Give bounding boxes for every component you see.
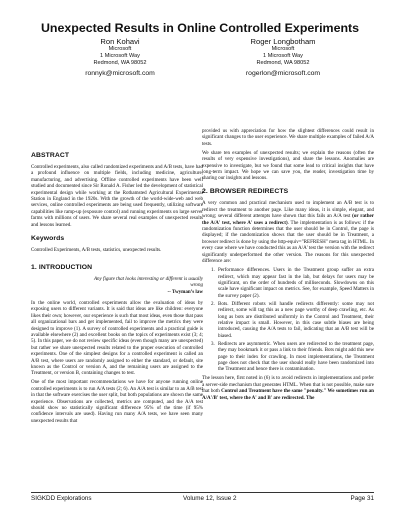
- author-address-line2: Redmond, WA 98052: [93, 60, 147, 66]
- keywords-text: Controlled Experiments, A/B tests, statistics, unexpected results.: [31, 246, 162, 253]
- intro-continuation: provided us with appreciation for how the slightest differences could result in significant changes to the user experience. We share multiple examples of failed A/A tests.: [202, 128, 374, 147]
- intro-paragraph: One of the most important recommendations we have for anyone running online controlled experiments is to run A/A tests (2; 6). An A/A test is similar to an A/B test in that the software exercises the user split, but both populations are shown the same experience. Observations are collected, metrics are computed, and the A/A test should show no statistically significant difference 95% of the time (if 95% confidence intervals are used). Having run many A/A tests, we have seen many unexpected results that: [31, 379, 203, 424]
- author-address-line1: 1 Microsoft Way: [100, 53, 140, 59]
- footer-volume: Volume 12, Issue 2: [183, 495, 237, 502]
- redirects-lesson-paragraph: [202, 375, 374, 401]
- author-address-line1: 1 Microsoft Way: [263, 53, 303, 59]
- left-column: [31, 152, 203, 427]
- author-name: Ron Kohavi: [100, 37, 140, 46]
- author-affiliation: Microsoft: [108, 46, 132, 52]
- list-item: 2. Bots. Different robots will handle redirects differently: some may not redirect, some will tag this as a new page worthy of deep crawling, etc. As long as bots are distributed uniformly in the Control and Treatment, their relative impact is small. However, in this case subtle biases are being introduced, causing the A/A tests to fail, indicating that an A/B test will be biased.: [216, 301, 374, 339]
- redirects-bold-text: (or rather the A/A' test, where A' uses a redirect): [202, 213, 374, 226]
- author-email[interactable]: ronnyk@microsoft.com: [85, 70, 155, 77]
- author-email[interactable]: rogerlon@microsoft.com: [245, 70, 321, 77]
- page-footer: [31, 492, 374, 503]
- epigraph: Any figure that looks interesting or different is usually wrong: [93, 275, 203, 289]
- redirects-text: . The implementation is as follows: if the randomization function determines that the user should be in Control, the page is displayed; if the randomization shows that the user should be in Treatment, a browser redirect is done by using the http-equiv="REFRESH" meta tag in HTML. In every case where we have conducted this as an A/A' test the version with the redirect significantly underperformed the other version. The reasons for this unexpected difference are:: [202, 219, 374, 265]
- paper-title: Unexpected Results in Online Controlled Experiments: [40, 21, 360, 35]
- author-affiliation: Microsoft: [271, 46, 295, 52]
- author-1: [45, 37, 195, 78]
- author-name: Roger Longbotham: [250, 37, 316, 46]
- epigraph-author: -- Twyman’s law: [167, 289, 203, 296]
- abstract-heading: ABSTRACT: [31, 152, 70, 159]
- browser-redirects-heading: 2. BROWSER REDIRECTS: [202, 188, 289, 196]
- intro-continuation: We share ten examples of unexpected results; we explain the reasons (often the results of very expensive investigations), and share the lessons. Anomalies are expensive to investigate, but we found that some lead to critical insights that have long-term impact. We hope we can save you, the reader, investigation time by sharing our insights and lessons.: [202, 149, 374, 182]
- epigraph-attribution: [31, 289, 203, 295]
- author-2: [208, 37, 358, 78]
- author-address-line2: Redmond, WA 98052: [256, 60, 310, 66]
- redirects-paragraph: [202, 200, 374, 264]
- introduction-heading: 1. INTRODUCTION: [31, 263, 93, 271]
- list-item: 3. Redirects are asymmetric. When users are redirected to the treatment page, they may bookmark it or pass a link to their friends. Bots might add this new page to their index for crawling. In most implementations, the Treatment page does not check that the user should really have been randomized into the Treatment and hence there is contamination.: [216, 341, 374, 373]
- footer-journal: SIGKDD Explorations: [31, 495, 92, 502]
- lesson-text: The lesson here, first noted in (6) is to avoid redirects in implementations and prefer a server-side mechanism that generates HTML. When that is not possible, make sure that both: [202, 375, 374, 395]
- redirects-text: A very common and practical mechanism used to implement an A/B test is to redirect the treatment to another page. Like many ideas, it is simple, elegant, and wrong; several different attempts have shown that this fails an A/A test: [202, 200, 374, 220]
- redirect-reasons-list: [202, 267, 374, 373]
- author-block: [0, 37, 400, 89]
- footer-page-number: Page 31: [350, 495, 374, 502]
- abstract-text: Controlled experiments, also called randomized experiments and A/B tests, have had a profound influence on multiple fields, including medicine, agriculture, manufacturing, and advertising. Offline controlled experiments have been well studied and documented since Sir Ronald A. Fisher led the development of statistical experimental design while working at the Rothamsted Agricultural Experimental Station in England in the 1920s. With the growth of the world-wide-web and web services, online controlled experiments are being used frequently, utilizing software capabilities like ramp-up (exposure control) and running experiments on large server farms with millions of users. We share several real examples of unexpected results and lessons learned.: [31, 164, 203, 228]
- intro-paragraph: In the online world, controlled experiments allow the evaluation of ideas by exposing users to different variants. It is said that ideas are like children: everyone likes their own; however, our experience is such that most ideas, even those that pass all organizational bars and get implemented, fail to improve the metrics they were designed to improve (1). A survey of controlled experiments and a practical guide is available elsewhere (2) and excellent books on the topics of experiments exist (3; 4; 5). In this paper, we do not review specific ideas (even though many are unexpected) but rather we share unexpected results related to the proper execution of controlled experiments. One of the simplest designs for a controlled experiment is called an A/B test, where users are randomly assigned to either the standard, or default, site known as the Control or version A, and the remaining users are assigned to the Treatment, or version B, containing changes to test.: [31, 299, 203, 377]
- list-item: 1. Performance differences. Users in the Treatment group suffer an extra redirect, which may appear fast in the lab, but delays for users may be significant, on the order of hundreds of milliseconds. Slowdowns on this scale have significant impact on metrics. See, for example, Speed Matters in the survey paper (2).: [216, 267, 374, 299]
- right-column: [202, 128, 374, 404]
- lesson-bold-text: Control and Treatment have the same "penalty." We sometimes run an A/A'/B' test, where the A' and B' are redirected. The: [202, 388, 374, 401]
- keywords-heading: Keywords: [31, 234, 65, 242]
